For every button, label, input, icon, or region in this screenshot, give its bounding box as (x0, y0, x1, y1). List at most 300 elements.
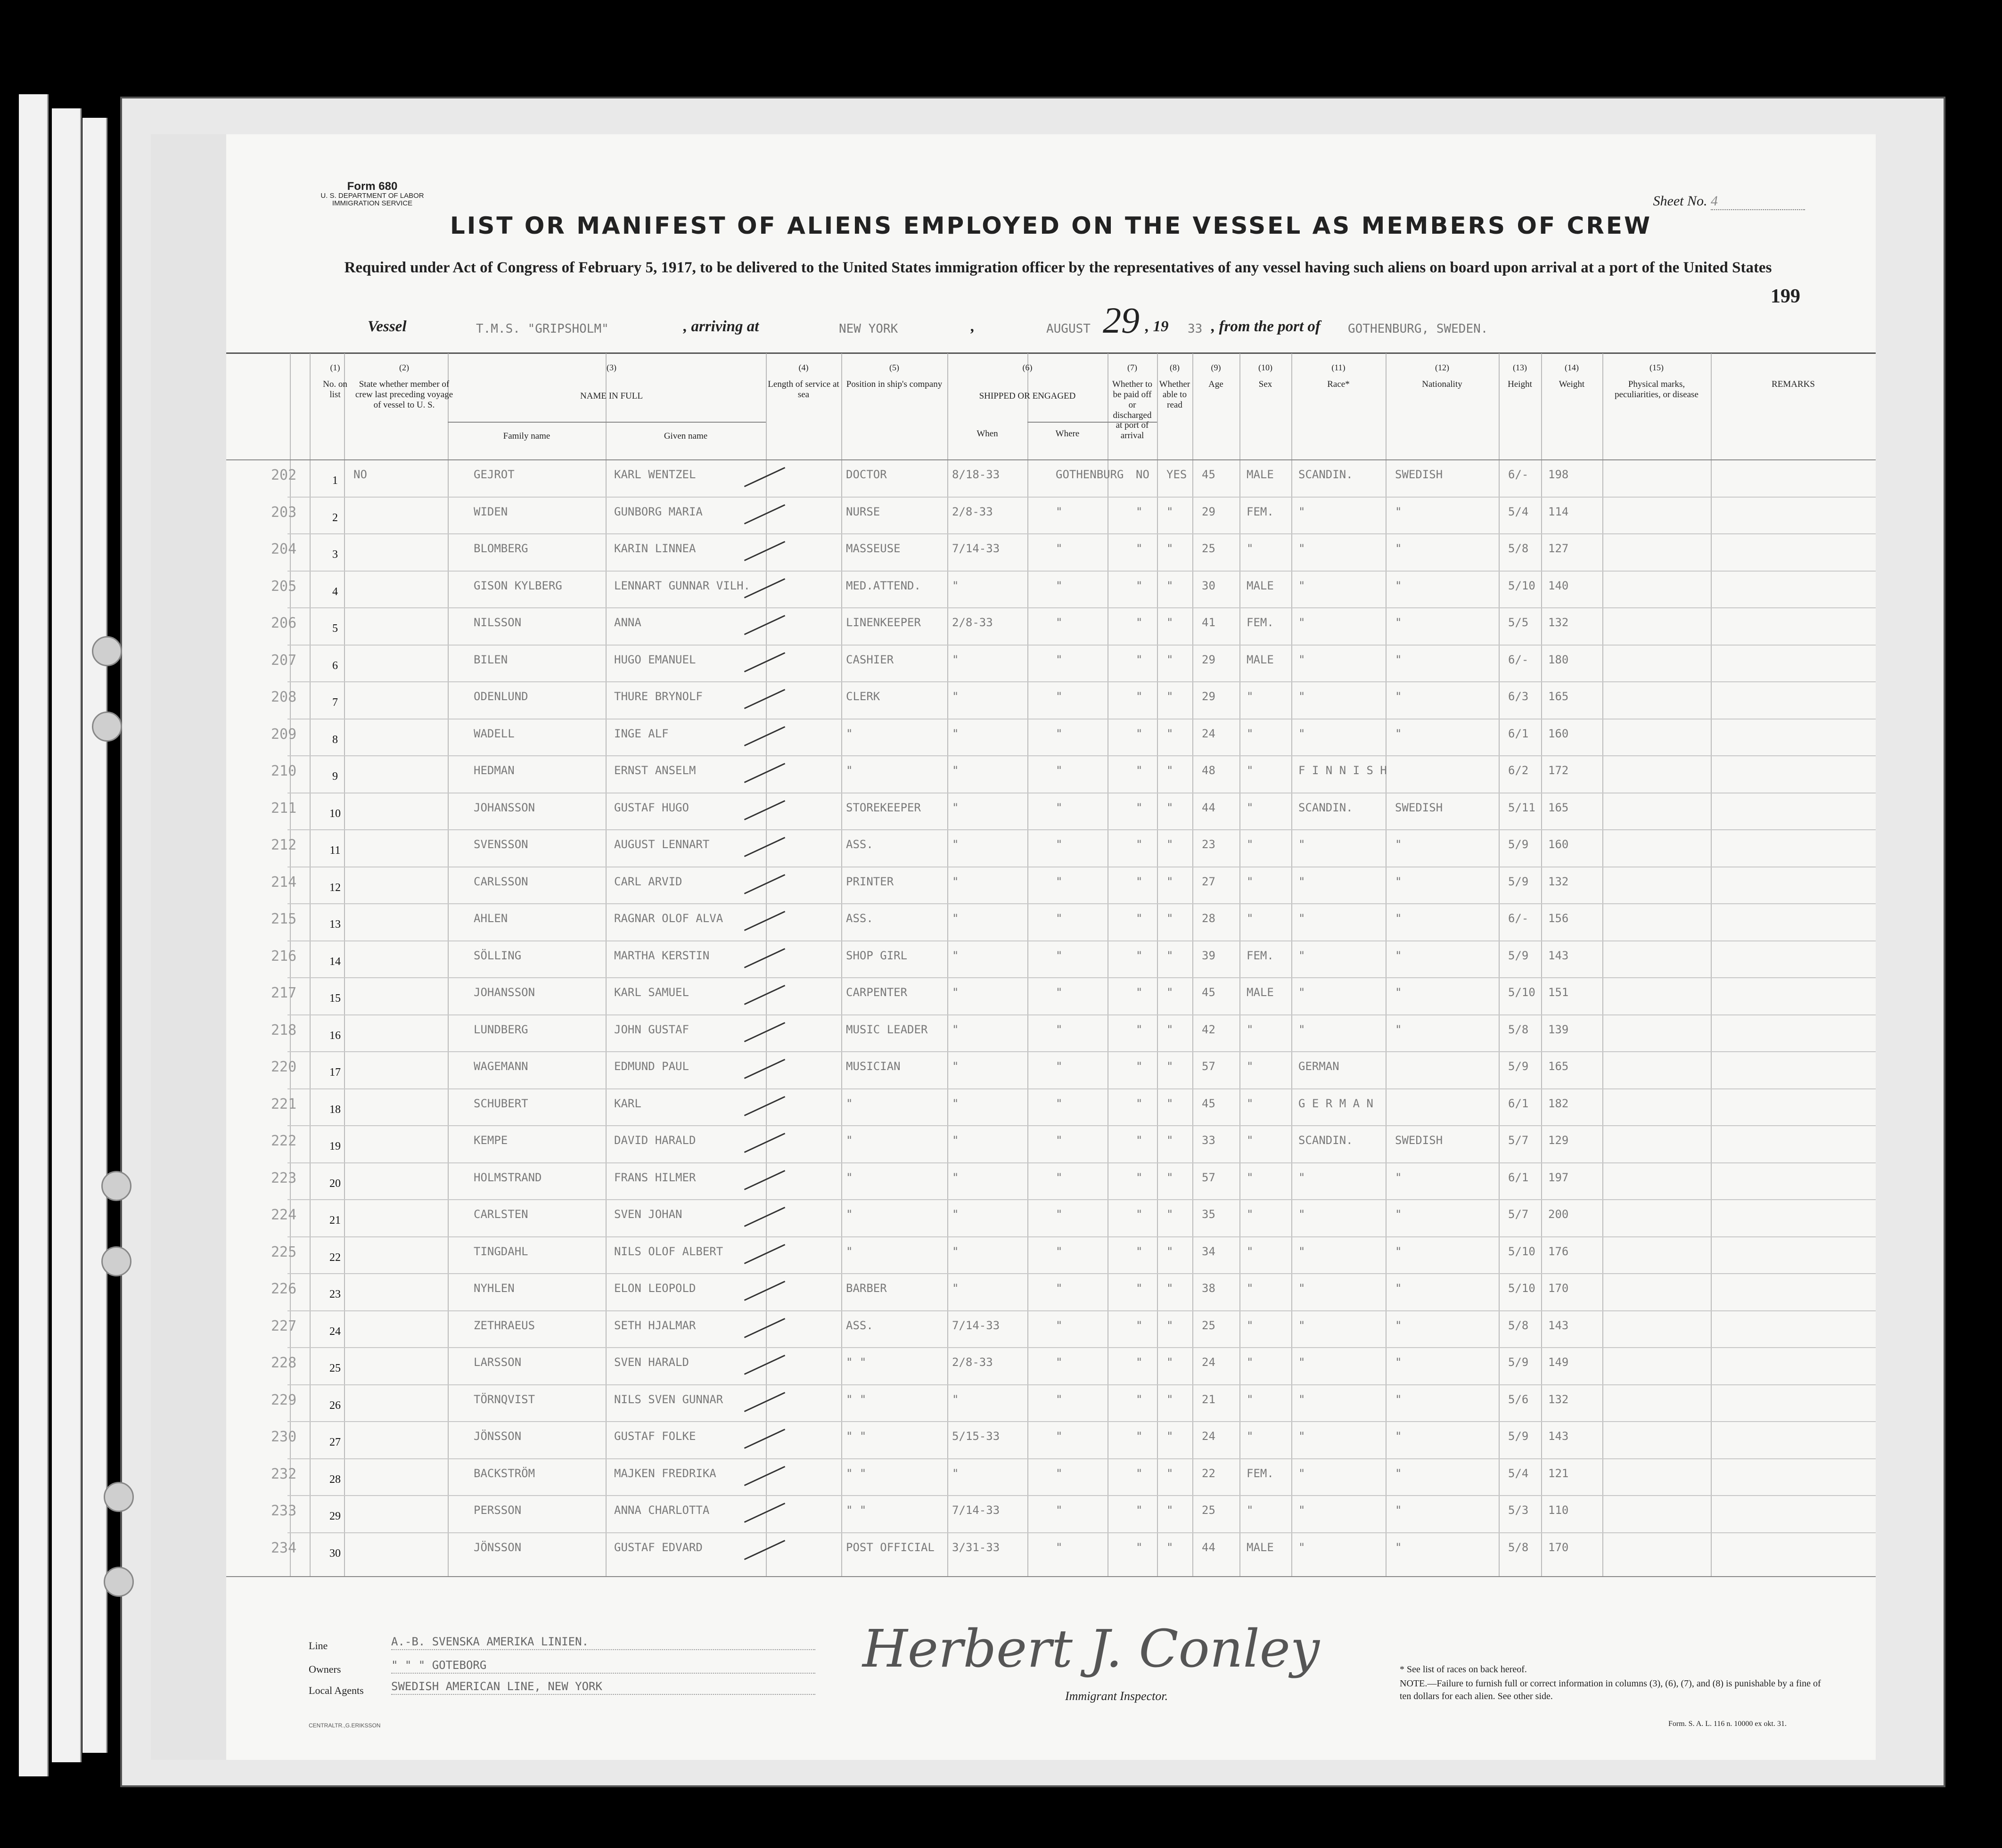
cell-able-to-read: " (1166, 1282, 1173, 1295)
service-length-slash-mark (744, 1318, 785, 1338)
cell-weight: 132 (1548, 875, 1569, 888)
sheet-number-value: 4 (1711, 193, 1805, 210)
service-length-slash-mark (744, 1022, 785, 1042)
cell-position: " " (846, 1466, 867, 1480)
binding-margin (151, 134, 226, 1760)
row-sequence-number: 217 (271, 985, 297, 1001)
cell-weight: 182 (1548, 1096, 1569, 1110)
cell-race: G E R M A N (1298, 1096, 1373, 1110)
row-list-number: 7 (332, 696, 338, 709)
cell-paid-off: " (1136, 1392, 1143, 1406)
cell-nationality: " (1395, 986, 1402, 999)
cell-given-name: MAJKEN FREDRIKA (614, 1466, 716, 1480)
cell-nationality: " (1395, 1022, 1402, 1036)
cell-shipped-when: " (952, 838, 959, 851)
row-sequence-number: 229 (271, 1391, 297, 1408)
cell-age: 34 (1202, 1244, 1215, 1258)
column-rule (766, 353, 767, 1576)
cell-age: 24 (1202, 727, 1215, 740)
cell-nationality: " (1395, 542, 1402, 555)
row-list-number: 15 (329, 992, 341, 1005)
cell-shipped-when: " (952, 1208, 959, 1221)
cell-age: 24 (1202, 1430, 1215, 1443)
page-edge (52, 108, 82, 1762)
cell-given-name: INGE ALF (614, 727, 669, 740)
column-c10-label: Sex (1258, 379, 1272, 389)
cell-weight: 170 (1548, 1540, 1569, 1554)
cell-able-to-read: " (1166, 1022, 1173, 1036)
column-c5-label: Position in ship's company (846, 379, 943, 389)
cell-paid-off: " (1136, 1504, 1143, 1517)
cell-shipped-where: " (1056, 727, 1063, 740)
cell-given-name: GUSTAF HUGO (614, 801, 689, 814)
cell-race: " (1298, 616, 1305, 629)
cell-given-name: KARIN LINNEA (614, 542, 696, 555)
cell-given-name: ANNA CHARLOTTA (614, 1504, 710, 1517)
cell-position: " (846, 1134, 853, 1147)
page-edge (82, 118, 107, 1753)
cell-nationality: " (1395, 1356, 1402, 1369)
column-rule (1541, 353, 1542, 1576)
form-reference: Form. S. A. L. 116 n. 10000 ex okt. 31. (1668, 1720, 1787, 1728)
cell-shipped-where: " (1056, 1096, 1063, 1110)
cell-sex: " (1247, 1392, 1254, 1406)
column-c9-label: Age (1208, 379, 1223, 389)
from-port-label: , from the port of (1211, 318, 1321, 335)
service-length-slash-mark (744, 1207, 785, 1227)
row-sequence-number: 218 (271, 1022, 297, 1038)
cell-shipped-where: " (1056, 764, 1063, 777)
cell-paid-off: " (1136, 1208, 1143, 1221)
row-rule (287, 1458, 1876, 1459)
service-length-slash-mark (744, 1096, 785, 1116)
cell-position: " (846, 1244, 853, 1258)
cell-given-name: GUNBORG MARIA (614, 505, 703, 518)
cell-paid-off: " (1136, 690, 1143, 703)
cell-family-name: PERSSON (474, 1504, 522, 1517)
cell-paid-off: " (1136, 986, 1143, 999)
cell-able-to-read: " (1166, 986, 1173, 999)
cell-position: " (846, 764, 853, 777)
cell-race: " (1298, 912, 1305, 925)
row-list-number: 8 (332, 733, 338, 746)
cell-height: 5/8 (1508, 1540, 1529, 1554)
row-sequence-number: 212 (271, 837, 297, 853)
cell-height: 5/6 (1508, 1392, 1529, 1406)
row-sequence-number: 216 (271, 948, 297, 965)
cell-sex: " (1247, 690, 1254, 703)
cell-sex: MALE (1247, 1540, 1274, 1554)
cell-weight: 165 (1548, 1060, 1569, 1073)
cell-shipped-where: " (1056, 505, 1063, 518)
column-rule (606, 353, 607, 1576)
inspector-signature: Herbert J. Conley (862, 1619, 1320, 1679)
cell-paid-off: " (1136, 949, 1143, 962)
column-c14-label: Weight (1559, 379, 1585, 389)
cell-able-to-read: " (1166, 838, 1173, 851)
cell-sex: MALE (1247, 579, 1274, 592)
row-list-number: 11 (329, 844, 341, 857)
cell-race: " (1298, 579, 1305, 592)
cell-position: " " (846, 1356, 867, 1369)
cell-family-name: GISON KYLBERG (474, 579, 562, 592)
cell-sex: FEM. (1247, 505, 1274, 518)
service-length-slash-mark (744, 1133, 785, 1153)
local-agents-label: Local Agents (309, 1684, 364, 1696)
cell-age: 44 (1202, 1540, 1215, 1554)
cell-family-name: TINGDAHL (474, 1244, 528, 1258)
cell-shipped-when: " (952, 949, 959, 962)
service-length-slash-mark (744, 985, 785, 1005)
cell-family-name: JÖNSSON (474, 1540, 522, 1554)
cell-given-name: DAVID HARALD (614, 1134, 696, 1147)
cell-paid-off: " (1136, 727, 1143, 740)
vessel-line (311, 300, 1786, 346)
cell-given-name: NILS SVEN GUNNAR (614, 1392, 723, 1406)
cell-race: " (1298, 1208, 1305, 1221)
column-rule (1386, 353, 1387, 1576)
row-list-number: 25 (329, 1362, 341, 1374)
cell-paid-off: " (1136, 505, 1143, 518)
cell-weight: 180 (1548, 653, 1569, 666)
column-c6-number: (6) (1022, 363, 1033, 372)
cell-given-name: ANNA (614, 616, 641, 629)
cell-shipped-when: 8/18-33 (952, 468, 1000, 481)
cell-age: 23 (1202, 838, 1215, 851)
cell-age: 29 (1202, 505, 1215, 518)
row-rule (287, 1014, 1876, 1015)
inspector-title: Immigrant Inspector. (1065, 1689, 1168, 1703)
cell-family-name: WAGEMANN (474, 1060, 528, 1073)
column-c2-label: State whether member of crew last preceding voyage of vessel to U. S. (355, 379, 453, 410)
vessel-label: Vessel (368, 318, 407, 335)
cell-weight: 200 (1548, 1208, 1569, 1221)
column-c13-number: (13) (1513, 363, 1527, 372)
cell-nationality: " (1395, 727, 1402, 740)
column-c11-number: (11) (1331, 363, 1346, 372)
cell-age: 27 (1202, 875, 1215, 888)
column-c4-number: (4) (798, 363, 809, 372)
row-sequence-number: 224 (271, 1207, 297, 1223)
cell-given-name: HUGO EMANUEL (614, 653, 696, 666)
cell-shipped-when: 2/8-33 (952, 1356, 993, 1369)
cell-able-to-read: " (1166, 542, 1173, 555)
cell-position: PRINTER (846, 875, 894, 888)
cell-family-name: HOLMSTRAND (474, 1170, 542, 1184)
row-list-number: 16 (329, 1029, 341, 1042)
cell-family-name: SVENSSON (474, 838, 528, 851)
service-length-slash-mark (744, 837, 785, 857)
cell-sex: " (1247, 1134, 1254, 1147)
cell-given-name: CARL ARVID (614, 875, 682, 888)
row-rule (287, 1125, 1876, 1126)
service-length-slash-mark (744, 1466, 785, 1486)
cell-able-to-read: " (1166, 764, 1173, 777)
cell-shipped-where: " (1056, 838, 1063, 851)
cell-able-to-read: " (1166, 949, 1173, 962)
row-rule (287, 645, 1876, 646)
row-list-number: 14 (329, 955, 341, 968)
row-sequence-number: 210 (271, 763, 297, 779)
cell-shipped-where: " (1056, 1466, 1063, 1480)
binding-hole (101, 1171, 131, 1201)
service-length-slash-mark (744, 615, 785, 635)
cell-nationality: " (1395, 653, 1402, 666)
form-number: Form 680 (347, 180, 398, 193)
cell-race: " (1298, 1504, 1305, 1517)
cell-height: 5/7 (1508, 1208, 1529, 1221)
cell-height: 5/10 (1508, 1244, 1535, 1258)
cell-family-name: ZETHRAEUS (474, 1318, 535, 1332)
service-length-slash-mark (744, 652, 785, 672)
row-sequence-number: 204 (271, 541, 297, 557)
cell-age: 29 (1202, 653, 1215, 666)
cell-able-to-read: " (1166, 690, 1173, 703)
cell-paid-off: " (1136, 1244, 1143, 1258)
cell-weight: 165 (1548, 690, 1569, 703)
row-sequence-number: 209 (271, 726, 297, 743)
row-sequence-number: 230 (271, 1429, 297, 1445)
row-rule (287, 1384, 1876, 1385)
cell-given-name: GUSTAF EDVARD (614, 1540, 703, 1554)
cell-able-to-read: " (1166, 912, 1173, 925)
cell-height: 5/11 (1508, 801, 1535, 814)
cell-nationality: SWEDISH (1395, 1134, 1443, 1147)
cell-weight: 170 (1548, 1282, 1569, 1295)
departure-port: GOTHENBURG, SWEDEN. (1348, 322, 1488, 336)
cell-race: " (1298, 1170, 1305, 1184)
cell-able-to-read: " (1166, 1208, 1173, 1221)
cell-race: " (1298, 1430, 1305, 1443)
row-sequence-number: 227 (271, 1317, 297, 1334)
cell-shipped-when: 7/14-33 (952, 1318, 1000, 1332)
cell-able-to-read: " (1166, 801, 1173, 814)
cell-nationality: " (1395, 1504, 1402, 1517)
row-sequence-number: 226 (271, 1281, 297, 1297)
cell-shipped-where: " (1056, 1208, 1063, 1221)
cell-able-to-read: " (1166, 1430, 1173, 1443)
column-rule (1602, 353, 1603, 1576)
row-rule (287, 903, 1876, 904)
cell-given-name: MARTHA KERSTIN (614, 949, 710, 962)
cell-paid-off: " (1136, 838, 1143, 851)
row-list-number: 2 (332, 511, 338, 524)
cell-age: 25 (1202, 1318, 1215, 1332)
cell-position: MASSEUSE (846, 542, 901, 555)
cell-able-to-read: " (1166, 505, 1173, 518)
cell-race: " (1298, 986, 1305, 999)
cell-shipped-where: " (1056, 616, 1063, 629)
row-list-number: 5 (332, 622, 338, 635)
cell-shipped-where: " (1056, 1430, 1063, 1443)
cell-height: 6/1 (1508, 727, 1529, 740)
cell-paid-off: " (1136, 1430, 1143, 1443)
cell-family-name: TÖRNQVIST (474, 1392, 535, 1406)
cell-age: 33 (1202, 1134, 1215, 1147)
cell-shipped-where: " (1056, 986, 1063, 999)
cell-weight: 110 (1548, 1504, 1569, 1517)
cell-paid-off: " (1136, 1096, 1143, 1110)
service-length-slash-mark (744, 1170, 785, 1190)
cell-family-name: KEMPE (474, 1134, 508, 1147)
cell-weight: 160 (1548, 838, 1569, 851)
cell-nationality: " (1395, 1208, 1402, 1221)
cell-race: " (1298, 1540, 1305, 1554)
cell-nationality: " (1395, 838, 1402, 851)
column-rule (310, 353, 311, 1576)
sheet-number (1653, 193, 1805, 210)
cell-height: 6/1 (1508, 1096, 1529, 1110)
cell-shipped-when: " (952, 1244, 959, 1258)
cell-position: CASHIER (846, 653, 894, 666)
column-rule (947, 353, 948, 1576)
cell-shipped-when: 7/14-33 (952, 1504, 1000, 1517)
column-c15-label: Physical marks, peculiarities, or disease (1615, 379, 1698, 400)
row-sequence-number: 232 (271, 1465, 297, 1482)
cell-height: 5/9 (1508, 875, 1529, 888)
column-rule (1291, 353, 1292, 1576)
cell-shipped-where: " (1056, 949, 1063, 962)
row-list-number: 20 (329, 1177, 341, 1190)
cell-height: 6/1 (1508, 1170, 1529, 1184)
cell-nationality: " (1395, 1540, 1402, 1554)
row-sequence-number: 207 (271, 652, 297, 669)
cell-age: 21 (1202, 1392, 1215, 1406)
cell-able-to-read: " (1166, 1466, 1173, 1480)
cell-weight: 160 (1548, 727, 1569, 740)
cell-weight: 143 (1548, 949, 1569, 962)
row-rule (287, 1051, 1876, 1052)
cell-race: " (1298, 1022, 1305, 1036)
cell-paid-off: " (1136, 653, 1143, 666)
cell-shipped-when: " (952, 1022, 959, 1036)
service-name: IMMIGRATION SERVICE (332, 199, 413, 207)
cell-height: 5/8 (1508, 1318, 1529, 1332)
cell-able-to-read: " (1166, 1356, 1173, 1369)
cell-shipped-where: " (1056, 1244, 1063, 1258)
cell-sex: " (1247, 1244, 1254, 1258)
cell-shipped-when: " (952, 875, 959, 888)
table-bottom-rule (226, 1576, 1876, 1577)
row-rule (287, 940, 1876, 941)
cell-given-name: SVEN JOHAN (614, 1208, 682, 1221)
cell-height: 6/- (1508, 468, 1529, 481)
cell-race: SCANDIN. (1298, 801, 1353, 814)
cell-age: 42 (1202, 1022, 1215, 1036)
row-sequence-number: 228 (271, 1355, 297, 1371)
row-list-number: 26 (329, 1399, 341, 1412)
cell-able-to-read: " (1166, 1060, 1173, 1073)
column-shipped-when: When (976, 429, 998, 439)
sheet-number-label: Sheet No. (1653, 193, 1707, 209)
cell-age: 39 (1202, 949, 1215, 962)
row-list-number: 24 (329, 1325, 341, 1338)
column-shipped-where: Where (1055, 429, 1080, 439)
column-c1-number: (1) (330, 363, 340, 372)
cell-shipped-where: " (1056, 1170, 1063, 1184)
cell-race: " (1298, 1282, 1305, 1295)
row-rule (287, 1347, 1876, 1348)
cell-shipped-where: " (1056, 1356, 1063, 1369)
row-rule (287, 533, 1876, 534)
cell-position: ASS. (846, 838, 873, 851)
cell-race: " (1298, 505, 1305, 518)
cell-shipped-where: " (1056, 1504, 1063, 1517)
row-list-number: 28 (329, 1473, 341, 1486)
cell-position: MUSIC LEADER (846, 1022, 928, 1036)
cell-paid-off: " (1136, 1540, 1143, 1554)
column-c1-label: No. on list (323, 379, 347, 400)
cell-sex: " (1247, 838, 1254, 851)
cell-weight: 156 (1548, 912, 1569, 925)
service-length-slash-mark (744, 1392, 785, 1412)
cell-shipped-when: " (952, 653, 959, 666)
column-rule (1157, 353, 1158, 1576)
row-rule (287, 1088, 1876, 1089)
cell-height: 5/10 (1508, 1282, 1535, 1295)
cell-position: BARBER (846, 1282, 887, 1295)
cell-position: MUSICIAN (846, 1060, 901, 1073)
column-family-name: Family name (503, 431, 550, 441)
cell-sex: " (1247, 1282, 1254, 1295)
printer-mark: CENTRALTR.,G.ERIKSSON (309, 1722, 381, 1729)
department-name: U. S. DEPARTMENT OF LABOR (320, 192, 424, 200)
binding-hole (104, 1482, 134, 1512)
cell-family-name: GEJROT (474, 468, 515, 481)
owners-label: Owners (309, 1663, 341, 1675)
cell-given-name: GUSTAF FOLKE (614, 1430, 696, 1443)
manifest-page (226, 134, 1876, 1760)
cell-position: " (846, 1208, 853, 1221)
row-list-number: 29 (329, 1510, 341, 1522)
column-rule (1239, 353, 1240, 1576)
cell-able-to-read: " (1166, 1392, 1173, 1406)
row-rule (287, 1236, 1876, 1237)
cell-weight: 198 (1548, 468, 1569, 481)
cell-family-name: SCHUBERT (474, 1096, 528, 1110)
cell-given-name: JOHN GUSTAF (614, 1022, 689, 1036)
cell-height: 5/8 (1508, 1022, 1529, 1036)
cell-position: SHOP GIRL (846, 949, 908, 962)
cell-height: 5/5 (1508, 616, 1529, 629)
cell-sex: FEM. (1247, 1466, 1274, 1480)
cell-position: " " (846, 1430, 867, 1443)
page-edge (19, 94, 49, 1776)
column-c7-label: Whether to be paid off or discharged at port of arrival (1112, 379, 1152, 441)
cell-height: 5/8 (1508, 542, 1529, 555)
row-sequence-number: 222 (271, 1133, 297, 1149)
cell-race: " (1298, 1356, 1305, 1369)
cell-given-name: RAGNAR OLOF ALVA (614, 912, 723, 925)
cell-family-name: ODENLUND (474, 690, 528, 703)
binding-hole (101, 1246, 131, 1276)
cell-nationality: " (1395, 1466, 1402, 1480)
cell-shipped-when: " (952, 764, 959, 777)
cell-position: CARPENTER (846, 986, 908, 999)
cell-position: " " (846, 1504, 867, 1517)
cell-sex: " (1247, 1208, 1254, 1221)
cell-sex: " (1247, 1430, 1254, 1443)
cell-family-name: JÖNSSON (474, 1430, 522, 1443)
cell-sex: " (1247, 1356, 1254, 1369)
cell-paid-off: " (1136, 542, 1143, 555)
cell-shipped-when: " (952, 1466, 959, 1480)
column-rule (1027, 353, 1028, 1576)
cell-able-to-read: " (1166, 1540, 1173, 1554)
column-c9-number: (9) (1211, 363, 1221, 372)
cell-shipped-when: " (952, 801, 959, 814)
column-c13-label: Height (1508, 379, 1532, 389)
